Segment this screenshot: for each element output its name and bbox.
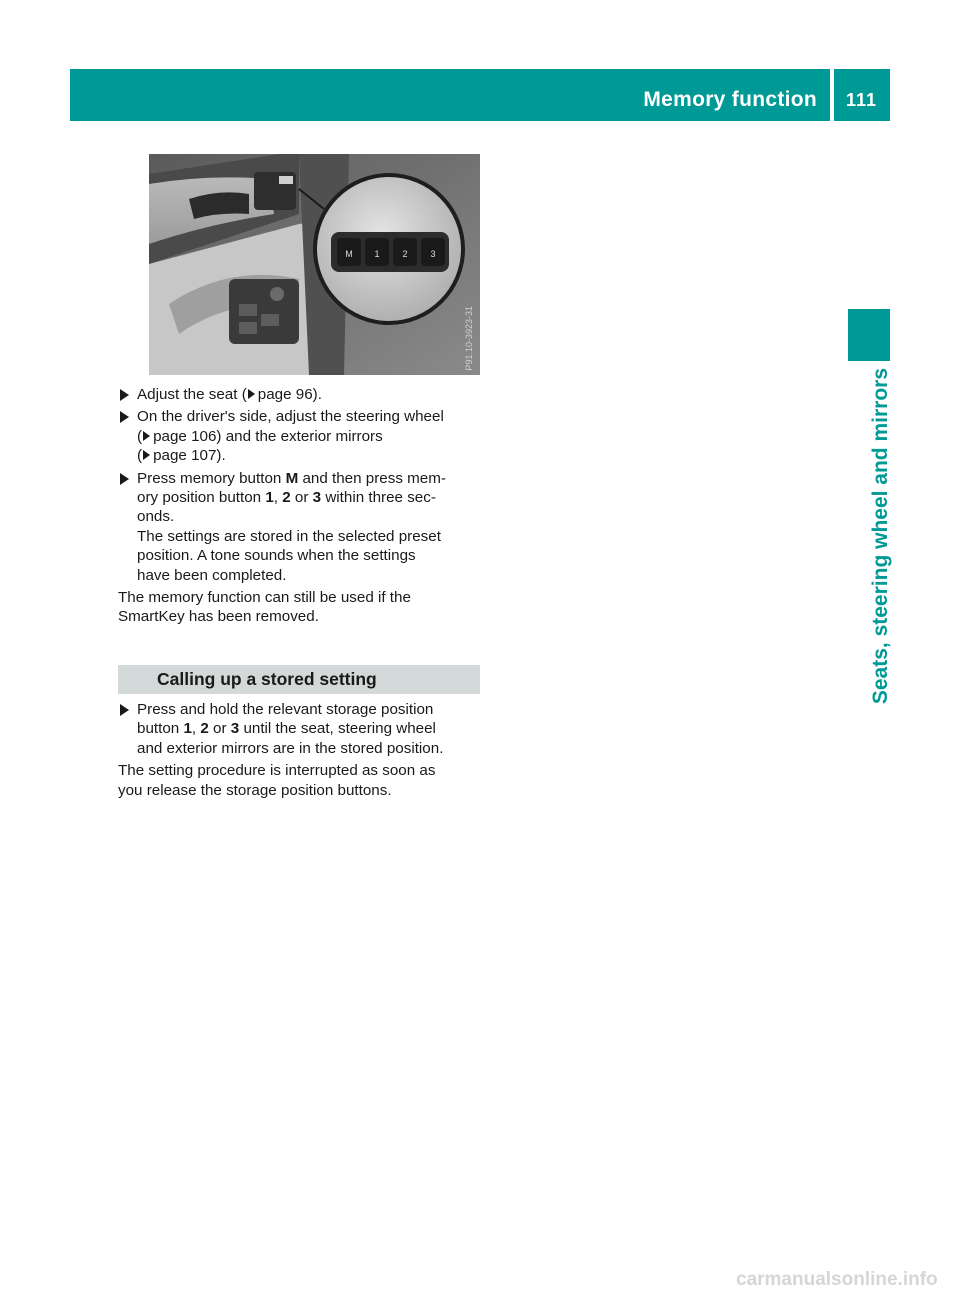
instructions-top <box>118 385 480 627</box>
header-separator <box>830 69 834 121</box>
figure-code: P91.10-3923-31 <box>464 306 474 371</box>
page-ref-icon <box>248 389 255 399</box>
memory-button-2-label: 2 <box>402 249 408 259</box>
page-ref-icon <box>143 450 150 460</box>
door-panel-illustration <box>149 154 480 375</box>
memory-buttons-figure <box>149 154 480 375</box>
step-adjust-seat: Adjust the seat ( page 96). <box>118 385 480 404</box>
page-title: Memory function <box>643 88 817 111</box>
instructions-bottom <box>118 700 480 800</box>
step-press-hold: Press and hold the relevant storage position button 1, 2 or 3 until the seat, steering wheel and exterior mirrors are in the stored position. <box>118 700 480 758</box>
page-reference: page 96 <box>257 386 313 403</box>
step-result: The settings are stored in the selected preset <box>137 527 441 545</box>
note-paragraph: The memory function can still be used if the SmartKey has been removed. <box>118 589 411 626</box>
step-arrow-icon <box>120 411 129 423</box>
chapter-tab-label: Seats, steering wheel and mirrors <box>869 368 892 705</box>
section-heading: Calling up a stored setting <box>157 669 377 689</box>
page-reference: page 107 <box>153 447 217 465</box>
memory-button-1-label: 1 <box>374 249 380 259</box>
step-press-memory: Press memory button M and then press mem- ory position button 1, 2 or 3 within three sec- onds. The settings are stored in the selected preset position. A tone sounds when the settings have been completed. <box>118 469 480 585</box>
step-arrow-icon <box>120 704 129 716</box>
page-number: 111 <box>846 90 878 110</box>
memory-button-m-label: M <box>345 249 353 259</box>
page-reference: page 106 <box>153 427 217 445</box>
footer-watermark: carmanualsonline.info <box>736 1269 938 1290</box>
step-adjust-steering: On the driver's side, adjust the steering wheel ( page 106) and the exterior mirrors ( page 107). <box>118 407 480 465</box>
chapter-marker <box>848 309 890 361</box>
memory-button-3-label: 3 <box>430 249 436 259</box>
step-arrow-icon <box>120 389 129 401</box>
note-paragraph: The setting procedure is interrupted as soon as you release the storage position buttons. <box>118 762 436 799</box>
page-ref-icon <box>143 431 150 441</box>
section-heading-bar <box>118 665 480 694</box>
step-arrow-icon <box>120 473 129 485</box>
